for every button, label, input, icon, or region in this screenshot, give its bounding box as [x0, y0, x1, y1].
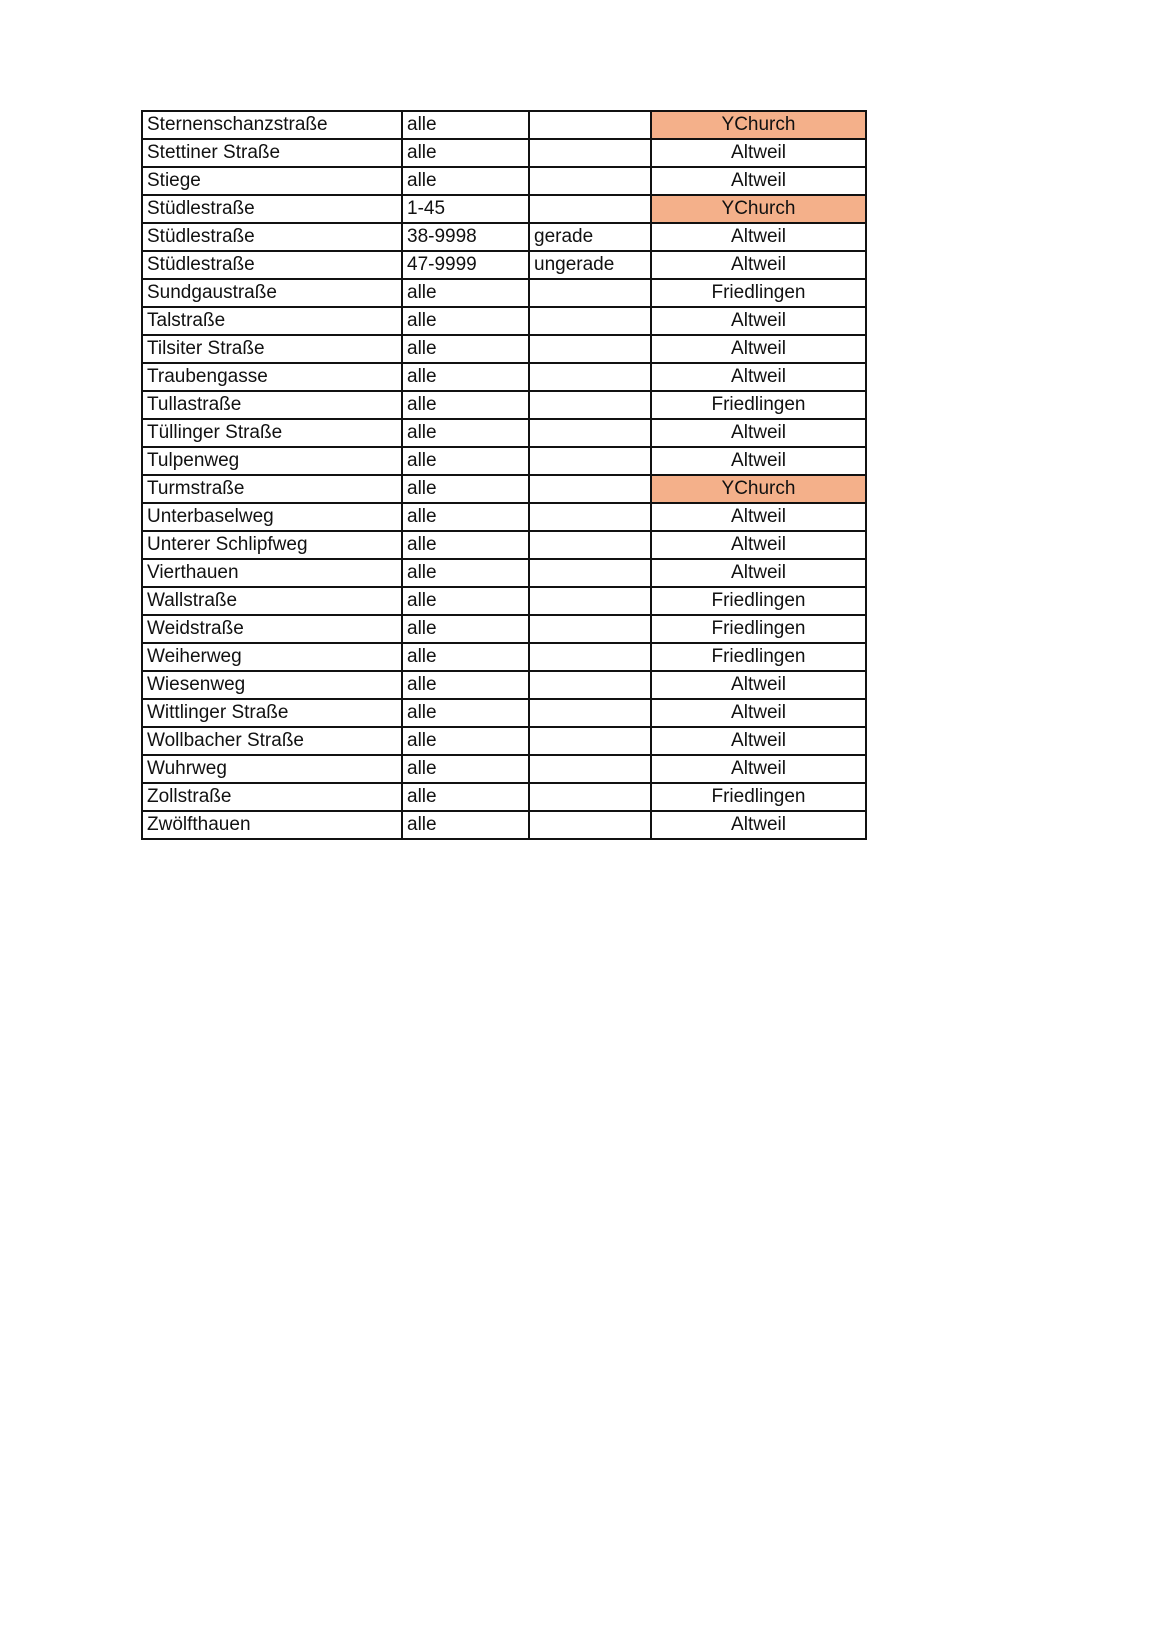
table-row	[142, 419, 866, 447]
parity-cell	[529, 447, 651, 475]
district-cell: Friedlingen	[651, 587, 866, 615]
table-row	[142, 699, 866, 727]
parity-cell	[529, 531, 651, 559]
house-number-range-cell: alle	[402, 699, 529, 727]
street-cell: Wittlinger Straße	[142, 699, 402, 727]
district-cell: Altweil	[651, 307, 866, 335]
district-cell: YChurch	[651, 475, 866, 503]
parity-cell	[529, 139, 651, 167]
house-number-range-cell: alle	[402, 139, 529, 167]
house-number-range-cell: alle	[402, 363, 529, 391]
house-number-range-cell: 47-9999	[402, 251, 529, 279]
house-number-range-cell: alle	[402, 307, 529, 335]
table-row	[142, 755, 866, 783]
house-number-range-cell: alle	[402, 811, 529, 839]
parity-cell	[529, 811, 651, 839]
parity-cell	[529, 475, 651, 503]
parity-cell: gerade	[529, 223, 651, 251]
street-cell: Tilsiter Straße	[142, 335, 402, 363]
street-cell: Tüllinger Straße	[142, 419, 402, 447]
table-row	[142, 587, 866, 615]
parity-cell	[529, 671, 651, 699]
house-number-range-cell: 38-9998	[402, 223, 529, 251]
house-number-range-cell: alle	[402, 559, 529, 587]
district-cell: Altweil	[651, 419, 866, 447]
table-row	[142, 503, 866, 531]
district-cell: Friedlingen	[651, 615, 866, 643]
street-cell: Wallstraße	[142, 587, 402, 615]
table-body	[142, 111, 866, 839]
table-row	[142, 671, 866, 699]
house-number-range-cell: alle	[402, 643, 529, 671]
house-number-range-cell: alle	[402, 503, 529, 531]
district-cell: Altweil	[651, 335, 866, 363]
house-number-range-cell: alle	[402, 447, 529, 475]
house-number-range-cell: alle	[402, 755, 529, 783]
street-cell: Wiesenweg	[142, 671, 402, 699]
parity-cell	[529, 167, 651, 195]
street-cell: Turmstraße	[142, 475, 402, 503]
street-cell: Stüdlestraße	[142, 195, 402, 223]
district-cell: Altweil	[651, 447, 866, 475]
parity-cell	[529, 363, 651, 391]
table-row	[142, 811, 866, 839]
table-row	[142, 391, 866, 419]
district-cell: Friedlingen	[651, 643, 866, 671]
house-number-range-cell: alle	[402, 671, 529, 699]
parity-cell	[529, 783, 651, 811]
street-district-table	[141, 110, 867, 840]
district-cell: Altweil	[651, 167, 866, 195]
table-row	[142, 251, 866, 279]
street-cell: Wollbacher Straße	[142, 727, 402, 755]
street-cell: Zollstraße	[142, 783, 402, 811]
district-cell: Altweil	[651, 699, 866, 727]
parity-cell	[529, 391, 651, 419]
house-number-range-cell: alle	[402, 475, 529, 503]
street-cell: Weiherweg	[142, 643, 402, 671]
table-row	[142, 447, 866, 475]
parity-cell	[529, 111, 651, 139]
table-row	[142, 727, 866, 755]
parity-cell	[529, 615, 651, 643]
street-cell: Unterer Schlipfweg	[142, 531, 402, 559]
table-row	[142, 167, 866, 195]
house-number-range-cell: alle	[402, 587, 529, 615]
parity-cell	[529, 643, 651, 671]
street-cell: Stüdlestraße	[142, 251, 402, 279]
district-cell: YChurch	[651, 111, 866, 139]
house-number-range-cell: alle	[402, 391, 529, 419]
house-number-range-cell: alle	[402, 727, 529, 755]
street-cell: Talstraße	[142, 307, 402, 335]
table-row	[142, 139, 866, 167]
house-number-range-cell: alle	[402, 279, 529, 307]
street-cell: Stettiner Straße	[142, 139, 402, 167]
house-number-range-cell: alle	[402, 167, 529, 195]
street-cell: Vierthauen	[142, 559, 402, 587]
parity-cell	[529, 559, 651, 587]
district-cell: Altweil	[651, 251, 866, 279]
table-row	[142, 111, 866, 139]
house-number-range-cell: 1-45	[402, 195, 529, 223]
house-number-range-cell: alle	[402, 111, 529, 139]
street-cell: Wuhrweg	[142, 755, 402, 783]
parity-cell	[529, 307, 651, 335]
district-cell: Altweil	[651, 503, 866, 531]
street-cell: Zwölfthauen	[142, 811, 402, 839]
parity-cell	[529, 195, 651, 223]
street-cell: Unterbaselweg	[142, 503, 402, 531]
street-cell: Sundgaustraße	[142, 279, 402, 307]
table-row	[142, 307, 866, 335]
table-row	[142, 223, 866, 251]
district-cell: Altweil	[651, 531, 866, 559]
parity-cell: ungerade	[529, 251, 651, 279]
house-number-range-cell: alle	[402, 419, 529, 447]
table-row	[142, 783, 866, 811]
street-cell: Weidstraße	[142, 615, 402, 643]
district-cell: Altweil	[651, 811, 866, 839]
district-cell: Friedlingen	[651, 279, 866, 307]
street-cell: Stüdlestraße	[142, 223, 402, 251]
table-row	[142, 195, 866, 223]
district-cell: YChurch	[651, 195, 866, 223]
table-row	[142, 335, 866, 363]
street-cell: Stiege	[142, 167, 402, 195]
house-number-range-cell: alle	[402, 615, 529, 643]
parity-cell	[529, 699, 651, 727]
table-row	[142, 643, 866, 671]
table-row	[142, 363, 866, 391]
district-cell: Altweil	[651, 755, 866, 783]
parity-cell	[529, 587, 651, 615]
parity-cell	[529, 335, 651, 363]
district-cell: Altweil	[651, 139, 866, 167]
street-cell: Traubengasse	[142, 363, 402, 391]
street-cell: Sternenschanzstraße	[142, 111, 402, 139]
parity-cell	[529, 419, 651, 447]
table-row	[142, 615, 866, 643]
district-cell: Altweil	[651, 671, 866, 699]
street-cell: Tullastraße	[142, 391, 402, 419]
district-cell: Altweil	[651, 223, 866, 251]
district-cell: Altweil	[651, 727, 866, 755]
house-number-range-cell: alle	[402, 783, 529, 811]
district-cell: Altweil	[651, 363, 866, 391]
parity-cell	[529, 755, 651, 783]
district-cell: Altweil	[651, 559, 866, 587]
table-row	[142, 279, 866, 307]
parity-cell	[529, 727, 651, 755]
street-cell: Tulpenweg	[142, 447, 402, 475]
table-row	[142, 531, 866, 559]
table-row	[142, 475, 866, 503]
table-row	[142, 559, 866, 587]
district-cell: Friedlingen	[651, 783, 866, 811]
parity-cell	[529, 279, 651, 307]
house-number-range-cell: alle	[402, 335, 529, 363]
district-cell: Friedlingen	[651, 391, 866, 419]
house-number-range-cell: alle	[402, 531, 529, 559]
parity-cell	[529, 503, 651, 531]
